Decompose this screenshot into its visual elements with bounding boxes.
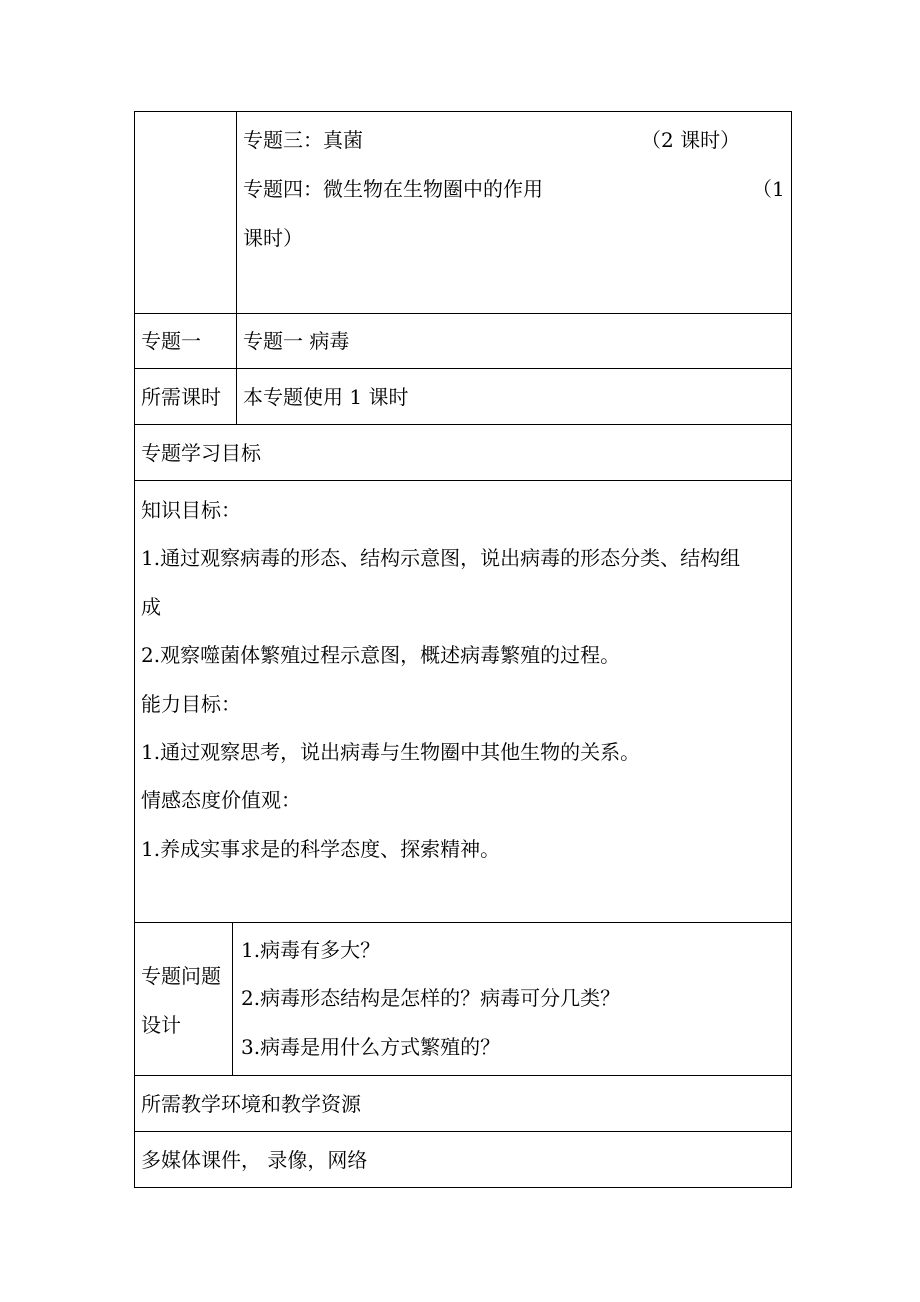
topic4-hours-close: 课时） bbox=[243, 226, 303, 250]
topic3-title: 专题三：真菌 bbox=[243, 128, 363, 152]
table-rule bbox=[134, 313, 792, 314]
topic4-title: 专题四：微生物在生物圈中的作用 bbox=[243, 177, 543, 201]
questions-label-cont: 设计 bbox=[141, 1013, 181, 1037]
table-rule bbox=[791, 111, 792, 1188]
table-rule bbox=[236, 111, 237, 424]
knowledge-item-1: 1.通过观察病毒的形态、结构示意图，说出病毒的形态分类、结构组 bbox=[141, 546, 741, 570]
table-rule bbox=[134, 368, 792, 369]
hours-label: 所需课时 bbox=[141, 385, 221, 409]
question-item: 1.病毒有多大？ bbox=[241, 938, 381, 962]
questions-label: 专题问题 bbox=[141, 964, 221, 988]
table-rule bbox=[134, 1131, 792, 1132]
knowledge-item-2: 2.观察噬菌体繁殖过程示意图，概述病毒繁殖的过程。 bbox=[141, 643, 621, 667]
objectives-heading: 专题学习目标 bbox=[141, 441, 261, 465]
emotion-heading: 情感态度价值观： bbox=[141, 788, 301, 812]
topic4-hours-open: （1 bbox=[752, 177, 785, 201]
question-item: 3.病毒是用什么方式繁殖的？ bbox=[241, 1035, 501, 1059]
topic-value: 专题一 病毒 bbox=[243, 329, 350, 353]
ability-heading: 能力目标： bbox=[141, 692, 241, 716]
knowledge-item-1-cont: 成 bbox=[141, 595, 161, 619]
table-rule bbox=[134, 424, 792, 425]
table-rule bbox=[134, 111, 792, 112]
hours-value: 本专题使用 1 课时 bbox=[243, 385, 409, 409]
resources-heading: 所需教学环境和教学资源 bbox=[141, 1092, 361, 1116]
table-rule bbox=[134, 111, 135, 1188]
table-rule bbox=[134, 1187, 792, 1188]
resources-value: 多媒体课件， 录像，网络 bbox=[141, 1148, 368, 1172]
table-rule bbox=[134, 1075, 792, 1076]
table-rule bbox=[134, 480, 792, 481]
emotion-item-1: 1.养成实事求是的科学态度、探索精神。 bbox=[141, 837, 501, 861]
table-rule bbox=[232, 922, 233, 1075]
ability-item-1: 1.通过观察思考，说出病毒与生物圈中其他生物的关系。 bbox=[141, 740, 641, 764]
topic-label: 专题一 bbox=[141, 329, 201, 353]
knowledge-heading: 知识目标： bbox=[141, 498, 241, 522]
topic3-hours: （2 课时） bbox=[641, 128, 741, 152]
question-item: 2.病毒形态结构是怎样的？病毒可分几类？ bbox=[241, 986, 621, 1010]
